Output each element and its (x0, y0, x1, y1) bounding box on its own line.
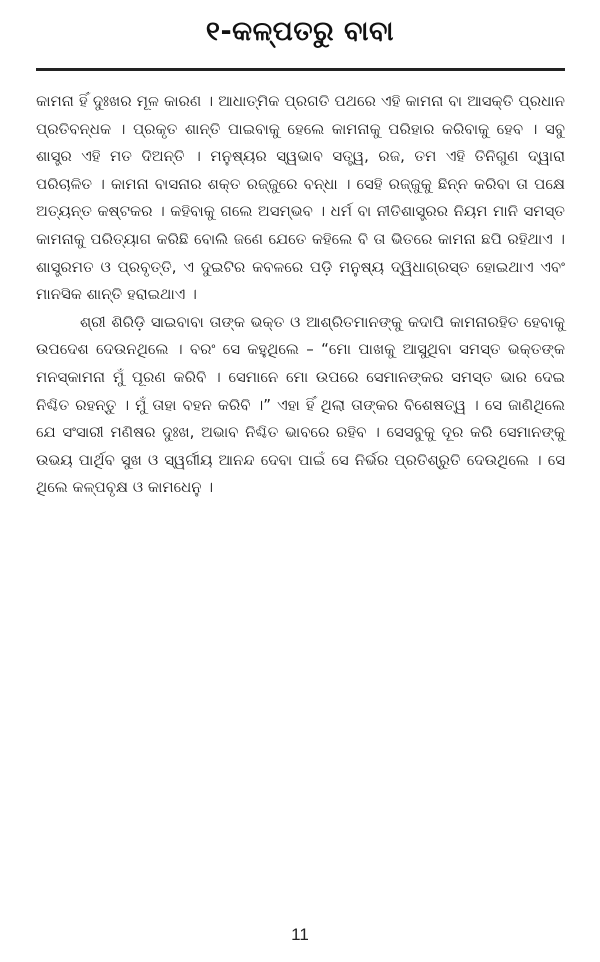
page-body (36, 88, 565, 502)
paragraph-2: ଶ୍ରୀ ଶିରିଡ଼ି ସାଇବାବା ତାଙ୍କ ଭକ୍ତ ଓ ଆଶ୍ରିତମାନଙ୍କୁ କଦାପି କାମନାରହିତ ହେବାକୁ ଉପଦେଶ ଦେଉନଥିଲେ । ବରଂ ସେ କହୁଥିଲେ – “ମୋ ପାଖକୁ ଆସୁଥିବା ସମସ୍ତ ଭକ୍ତଙ୍କ ମନସ୍କାମନା ମୁଁ ପୂରଣ କରିବି । ସେମାନେ ମୋ ଉପରେ ସେମାନଙ୍କର ସମସ୍ତ ଭାର ଦେଇ ନିଶ୍ଚିତ ରହନ୍ତୁ । ମୁଁ ତାହା ବହନ କରିବି ।” ଏହା ହିଁ ଥିଲା ତାଙ୍କର ବିଶେଷତ୍ୱ । ସେ ଜାଣିଥିଲେ ଯେ ସଂସାରୀ ମଣିଷର ଦୁଃଖ, ଅଭାବ ନିଶ୍ଚିତ ଭାବରେ ରହିବ । ସେସବୁକୁ ଦୂର କରି ସେମାନଙ୍କୁ ଉଭୟ ପାର୍ଥିବ ସୁଖ ଓ ସ୍ୱର୍ଗୀୟ ଆନନ୍ଦ ଦେବା ପାଇଁ ସେ ନିର୍ଭର ପ୍ରତିଶ୍ରୁତି ଦେଉଥିଲେ । ସେ ଥିଲେ କଳ୍ପବୃକ୍ଷ ଓ କାମଧେନୁ । (36, 312, 565, 497)
paragraph-1: କାମନା ହିଁ ଦୁଃଖର ମୂଳ କାରଣ । ଆଧାତ୍ମିକ ପ୍ରଗତି ପଥରେ ଏହି କାମନା ବା ଆସକ୍ତି ପ୍ରଧାନ ପ୍ରତିବନ୍ଧକ । ପ୍ରକୃତ ଶାନ୍ତି ପାଇବାକୁ ହେଲେ କାମନାକୁ ପରିହାର କରିବାକୁ ହେବ । ସବୁ ଶାସ୍ତ୍ର ଏହି ମତ ଦିଅନ୍ତି । ମନୁଷ୍ୟର ସ୍ୱଭାବ ସତ୍ତ୍ୱ, ରଜ, ତମ ଏହି ତିନିଗୁଣ ଦ୍ୱାରା ପରିଚାଳିତ । କାମନା ବାସନାର ଶକ୍ତ ରଜ୍ଜୁରେ ବନ୍ଧା । ସେହି ରଜ୍ଜୁକୁ ଛିନ୍ନ କରିବା ତା ପକ୍ଷେ ଅତ୍ୟନ୍ତ କଷ୍ଟକର । କହିବାକୁ ଗଲେ ଅସମ୍ଭବ । ଧର୍ମ ବା ନୀତିଶାସ୍ତ୍ରର ନିୟମ ମାନି ସମସ୍ତ କାମନାକୁ ପରିତ୍ୟାଗ କରିଛି ବୋଲି ଜଣେ ଯେତେ କହିଲେ ବି ତା ଭିତରେ କାମନା ଛପି ରହିଥାଏ । ଶାସ୍ତ୍ରମତ ଓ ପ୍ରବୃତ୍ତି, ଏ ଦୁଇଟିର କବଳରେ ପଡ଼ି ମନୁଷ୍ୟ ଦ୍ୱିଧାଗ୍ରସ୍ତ ହୋଇଥାଏ ଏବଂ ମାନସିକ ଶାନ୍ତି ହରାଇଥାଏ । (36, 92, 565, 304)
chapter-title: ୧-କଳ୍ପତରୁ ବାବା (205, 16, 395, 47)
title-divider (36, 68, 565, 71)
page-number: 11 (291, 925, 309, 944)
